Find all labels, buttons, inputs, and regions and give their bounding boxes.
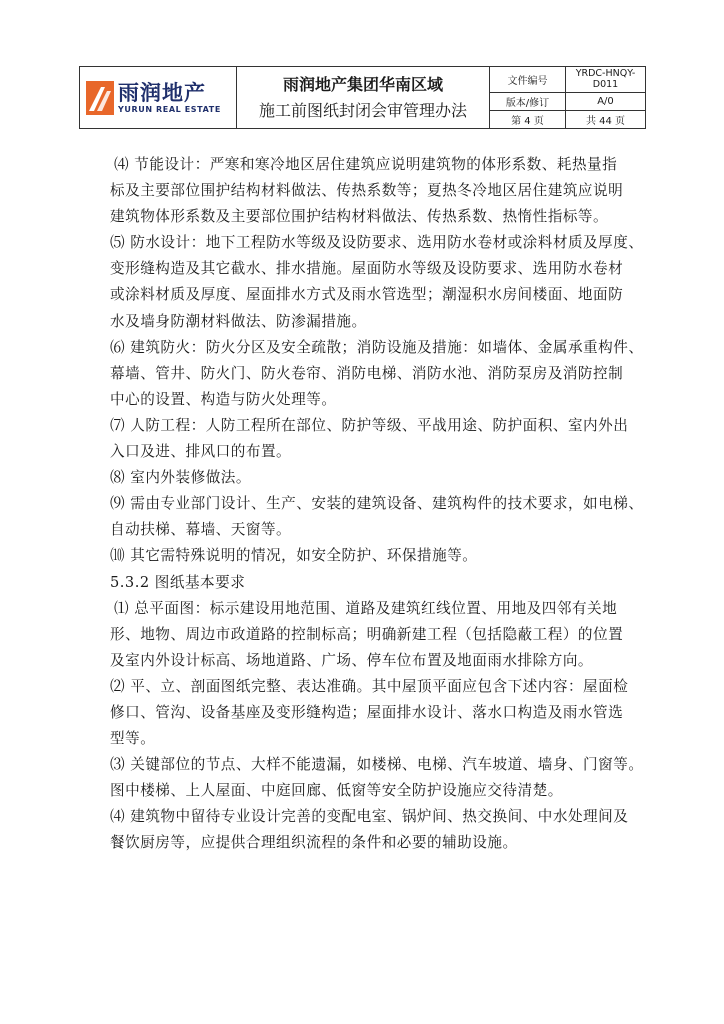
body-line: 型等。	[110, 730, 156, 748]
document-body	[110, 152, 644, 857]
page-number: 第 4 页	[490, 110, 566, 128]
section-heading: 5.3.2 图纸基本要求	[110, 573, 246, 591]
document-header	[79, 66, 646, 129]
logo-chinese-text: 雨润地产	[118, 80, 206, 105]
body-line: 幕墙、管井、防火门、防火卷帘、消防电梯、消防水池、消防泵房及消防控制	[110, 364, 624, 382]
body-line: ⑺ 人防工程：人防工程所在部位、防护等级、平战用途、防护面积、室内外出	[110, 416, 629, 434]
body-line: 水及墙身防潮材料做法、防渗漏措施。	[110, 312, 367, 330]
doc-no-label: 文件编号	[490, 67, 566, 93]
logo-cell	[80, 67, 237, 129]
title-cell	[237, 67, 490, 129]
body-line: 或涂料材质及厚度、屋面排水方式及雨水管选型；潮湿积水房间楼面、地面防	[110, 286, 624, 304]
body-line: 中心的设置、构造与防火处理等。	[110, 390, 337, 408]
body-line: ⑷ 建筑物中留待专业设计完善的变配电室、锅炉间、热交换间、中水处理间及	[110, 808, 629, 826]
total-pages: 共 44 页	[566, 110, 646, 128]
body-line: 形、地物、周边市政道路的控制标高；明确新建工程（包括隐蔽工程）的位置	[110, 625, 624, 643]
body-line: ⑽ 其它需特殊说明的情况，如安全防护、环保措施等。	[110, 547, 478, 565]
body-line: ⑶ 关键部位的节点、大样不能遗漏，如楼梯、电梯、汽车坡道、墙身、门窗等。	[110, 756, 644, 774]
doc-no-value: YRDC-HNQY-D011	[566, 67, 646, 93]
document-title: 施工前图纸封闭会审管理办法	[258, 100, 467, 120]
body-line: 入口及进、排风口的布置。	[110, 443, 292, 461]
body-line: ⑹ 建筑防火：防火分区及安全疏散；消防设施及措施：如墙体、金属承重构件、	[110, 338, 644, 356]
body-line: 建筑物体形系数及主要部位围护结构材料做法、传热系数、热惰性指标等。	[110, 208, 609, 226]
body-line: 图中楼梯、上人屋面、中庭回廊、低窗等安全防护设施应交待清楚。	[110, 782, 563, 800]
version-label: 版本/修订	[490, 92, 566, 110]
company-logo	[80, 67, 236, 128]
body-line: ⑴ 总平面图：标示建设用地范围、道路及建筑红线位置、用地及四邻有关地	[114, 599, 618, 617]
version-value: A/0	[566, 92, 646, 110]
body-line: ⑷ 节能设计：严寒和寒冷地区居住建筑应说明建筑物的体形系数、耗热量指	[114, 156, 618, 173]
body-line: ⑸ 防水设计：地下工程防水等级及设防要求、选用防水卷材或涂料材质及厚度、	[110, 234, 644, 252]
company-title: 雨润地产集团华南区域	[282, 74, 443, 94]
body-line: 餐饮厨房等，应提供合理组织流程的条件和必要的辅助设施。	[110, 834, 518, 852]
body-line: ⑵ 平、立、剖面图纸完整、表达准确。其中屋顶平面应包含下述内容：屋面检	[110, 677, 629, 695]
logo-english-text: YURUN REAL ESTATE	[118, 104, 221, 114]
body-line: 修口、管沟、设备基座及变形缝构造；屋面排水设计、落水口构造及雨水管选	[110, 703, 624, 721]
body-line: ⑼ 需由专业部门设计、生产、安装的建筑设备、建筑构件的技术要求，如电梯、	[110, 495, 644, 513]
body-line: ⑻ 室内外装修做法。	[110, 469, 251, 487]
logo-mark-icon	[86, 81, 114, 115]
body-line: 标及主要部位围护结构材料做法、传热系数等；夏热冬冷地区居住建筑应说明	[110, 182, 624, 200]
body-line: 自动扶梯、幕墙、天窗等。	[110, 521, 292, 539]
body-line: 变形缝构造及其它截水、排水措施。屋面防水等级及设防要求、选用防水卷材	[110, 260, 624, 278]
body-line: 及室内外设计标高、场地道路、广场、停车位布置及地面雨水排除方向。	[110, 651, 594, 669]
